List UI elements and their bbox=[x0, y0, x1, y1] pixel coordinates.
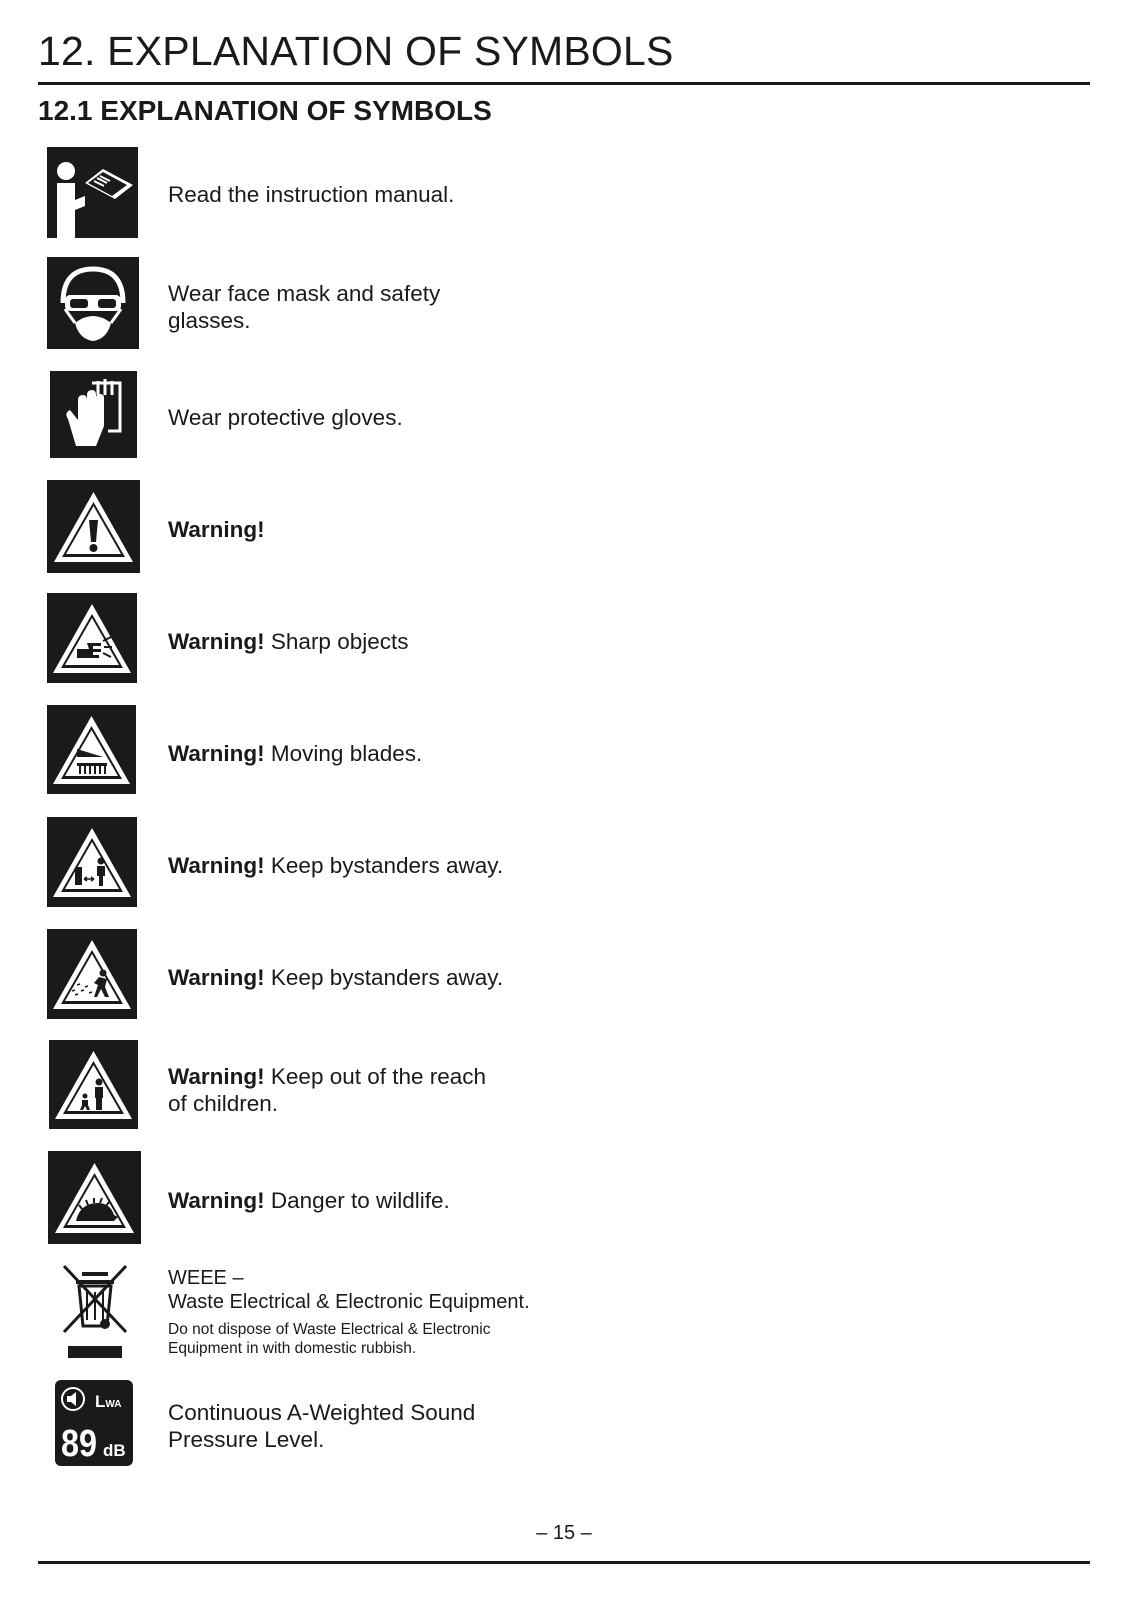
section-title: 12.1 EXPLANATION OF SYMBOLS bbox=[38, 95, 492, 126]
page-title: 12. EXPLANATION OF SYMBOLS bbox=[38, 28, 674, 74]
warning-exclamation-icon bbox=[47, 480, 140, 573]
face-mask-glasses-icon bbox=[47, 257, 139, 349]
symbol-text-face-mask: Wear face mask and safety glasses. bbox=[168, 281, 441, 333]
symbol-text-wildlife: Warning! Danger to wildlife. bbox=[168, 1188, 450, 1213]
crossed-bin-icon bbox=[60, 1262, 130, 1360]
symbol-text-bystanders-1: Warning! Keep bystanders away. bbox=[168, 853, 504, 878]
symbol-text-sharp-objects: Warning! Sharp objects bbox=[168, 629, 409, 654]
symbol-text-read-manual: Read the instruction manual. bbox=[168, 182, 455, 207]
read-manual-icon bbox=[47, 147, 138, 238]
warning-bystanders-icon bbox=[47, 817, 137, 907]
warning-sharp-objects-icon bbox=[47, 593, 137, 683]
warning-children-icon bbox=[49, 1040, 138, 1129]
weee-title: WEEE – Waste Electrical & Electronic Equipment. bbox=[168, 1267, 530, 1313]
sound-level-icon bbox=[55, 1380, 133, 1466]
sound-unit: dB bbox=[103, 1441, 126, 1460]
symbol-text-bystanders-2: Warning! Keep bystanders away. bbox=[168, 965, 504, 990]
symbol-text-warning: Warning! bbox=[168, 517, 265, 542]
symbol-text-moving-blades: Warning! Moving blades. bbox=[168, 741, 423, 766]
weee-note: Do not dispose of Waste Electrical & Electronic Equipment in with domestic rubbish. bbox=[168, 1321, 491, 1357]
symbol-text-sound: Continuous A-Weighted Sound Pressure Level. bbox=[168, 1400, 476, 1452]
warning-wildlife-icon bbox=[48, 1151, 141, 1244]
sound-label: LWA bbox=[95, 1392, 122, 1411]
footer-rule bbox=[38, 1561, 1090, 1564]
title-rule bbox=[38, 82, 1090, 85]
symbol-text-children: Warning! Keep out of the reach of children. bbox=[168, 1064, 487, 1116]
symbol-text-gloves: Wear protective gloves. bbox=[168, 405, 403, 430]
warning-moving-blades-icon bbox=[47, 705, 136, 794]
page-number: – 15 – bbox=[536, 1522, 592, 1544]
warning-thrown-objects-icon bbox=[47, 929, 137, 1019]
protective-gloves-icon bbox=[50, 371, 137, 458]
sound-value: 89 bbox=[61, 1423, 97, 1465]
